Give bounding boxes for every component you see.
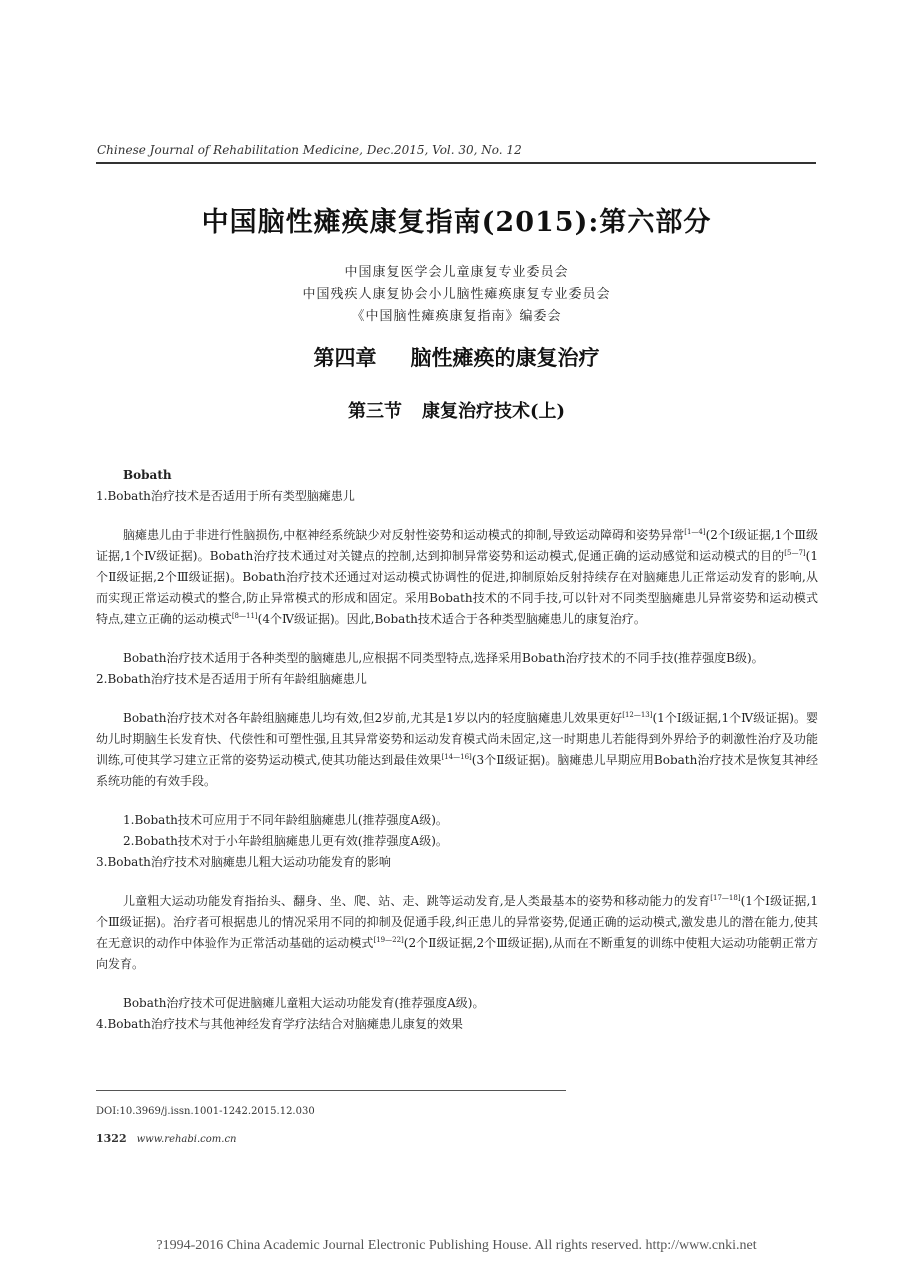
body-paragraph: 脑瘫患儿由于非进行性脑损伤,中枢神经系统缺少对反射性姿势和运动模式的抑制,导致运动障碍和姿势异常[1—4](2个Ⅰ级证据,1个Ⅲ级证据,1个Ⅳ级证据)。Bobath治疗技术通过对关键点的控制,达到抑制异常姿势和运动模式,促通正确的运动感觉和运动模式的目的[5—7](1个Ⅱ级证据,2个Ⅲ级证据)。Bobath治疗技术还通过对运动模式协调性的促进,抑制原始反射持续存在对脑瘫患儿正常运动发育的影响,从而实现正常运动模式的整合,防止异常模式的形成和固定。采用Bobath技术的不同手技,可以针对不同类型脑瘫患儿异常姿势和运动模式特点,建立正确的运动模式[8—11](4个Ⅳ级证据)。因此,Bobath技术适合于各种类型脑瘫患儿的康复治疗。 (96, 528, 818, 626)
citation: [17—18] (710, 894, 741, 902)
question-heading: 1.Bobath治疗技术是否适用于所有类型脑瘫患儿 (96, 489, 355, 503)
doi-line: DOI:10.3969/j.issn.1001-1242.2015.12.030 (96, 1106, 315, 1117)
website-url: www.rehabi.com.cn (136, 1134, 237, 1145)
author-line: 《中国脑性瘫痪康复指南》编委会 (351, 309, 562, 324)
citation: [12—13] (622, 711, 653, 719)
body-paragraph: Bobath治疗技术对各年龄组脑瘫患儿均有效,但2岁前,尤其是1岁以内的轻度脑瘫患儿效果更好[12—13](1个Ⅰ级证据,1个Ⅳ级证据)。婴幼儿时期脑生长发育快、代偿性和可塑性强,且其异常姿势和运动发育模式尚未固定,这一时期患儿若能得到外界给予的刺激性治疗及功能训练,可使其学习建立正常的姿势运动模式,使其功能达到最佳效果[14—16](3个Ⅱ级证据)。脑瘫患儿早期应用Bobath治疗技术是恢复其神经系统功能的有效手段。 (96, 711, 818, 788)
page-number: 1322 (96, 1132, 127, 1145)
author-list (0, 262, 913, 328)
chapter-number: 第四章 (313, 345, 377, 370)
citation: [1—4] (684, 528, 706, 536)
chapter-title: 脑性瘫痪的康复治疗 (410, 345, 600, 370)
recommendation: Bobath治疗技术可促进脑瘫儿童粗大运动功能发育(推荐强度A级)。 (123, 996, 485, 1010)
recommendation: Bobath治疗技术适用于各种类型的脑瘫患儿,应根据不同类型特点,选择采用Bobath治疗技术的不同手技(推荐强度B级)。 (123, 651, 764, 665)
header-rule (96, 162, 816, 164)
citation: [8—11] (231, 612, 258, 620)
recommendation: 2.Bobath技术对于小年龄组脑瘫患儿更有效(推荐强度A级)。 (123, 834, 448, 848)
citation: [5—7] (784, 549, 806, 557)
author-line: 中国康复医学会儿童康复专业委员会 (344, 265, 569, 280)
citation: [14—16] (441, 753, 472, 761)
footnote-rule (96, 1090, 566, 1091)
section-heading (0, 397, 913, 423)
author-line: 中国残疾人康复协会小儿脑性瘫痪康复专业委员会 (302, 287, 611, 302)
question-heading: 4.Bobath治疗技术与其他神经发育学疗法结合对脑瘫患儿康复的效果 (96, 1017, 463, 1031)
question-heading: 2.Bobath治疗技术是否适用于所有年龄组脑瘫患儿 (96, 672, 367, 686)
section-number: 第三节 (347, 401, 402, 422)
article-title: 中国脑性瘫痪康复指南(2015):第六部分 (201, 207, 712, 238)
copyright-line: ?1994-2016 China Academic Journal Electronic Publishing House. All rights reserved. http://www.cnki.net (156, 1238, 757, 1253)
chapter-heading (0, 342, 913, 372)
journal-header: Chinese Journal of Rehabilitation Medicine, Dec.2015, Vol. 30, No. 12 (97, 143, 522, 157)
recommendation: 1.Bobath技术可应用于不同年龄组脑瘫患儿(推荐强度A级)。 (123, 813, 448, 827)
section-title: 康复治疗技术(上) (421, 401, 566, 422)
article-body (96, 465, 818, 1035)
body-paragraph: 儿童粗大运动功能发育指抬头、翻身、坐、爬、站、走、跳等运动发育,是人类最基本的姿势和移动能力的发育[17—18](1个Ⅰ级证据,1个Ⅲ级证据)。治疗者可根据患儿的情况采用不同的抑制及促通手段,纠正患儿的异常姿势,促通正确的运动模式,激发患儿的潜在能力,使其在无意识的动作中体验作为正常活动基础的运动模式[19—22](2个Ⅱ级证据,2个Ⅲ级证据),从而在不断重复的训练中使粗大运动功能朝正常方向发育。 (96, 894, 818, 971)
question-heading: 3.Bobath治疗技术对脑瘫患儿粗大运动功能发育的影响 (96, 855, 391, 869)
keyword-heading: Bobath (123, 468, 172, 482)
citation: [19—22] (373, 936, 404, 944)
page-footer (96, 1132, 237, 1145)
